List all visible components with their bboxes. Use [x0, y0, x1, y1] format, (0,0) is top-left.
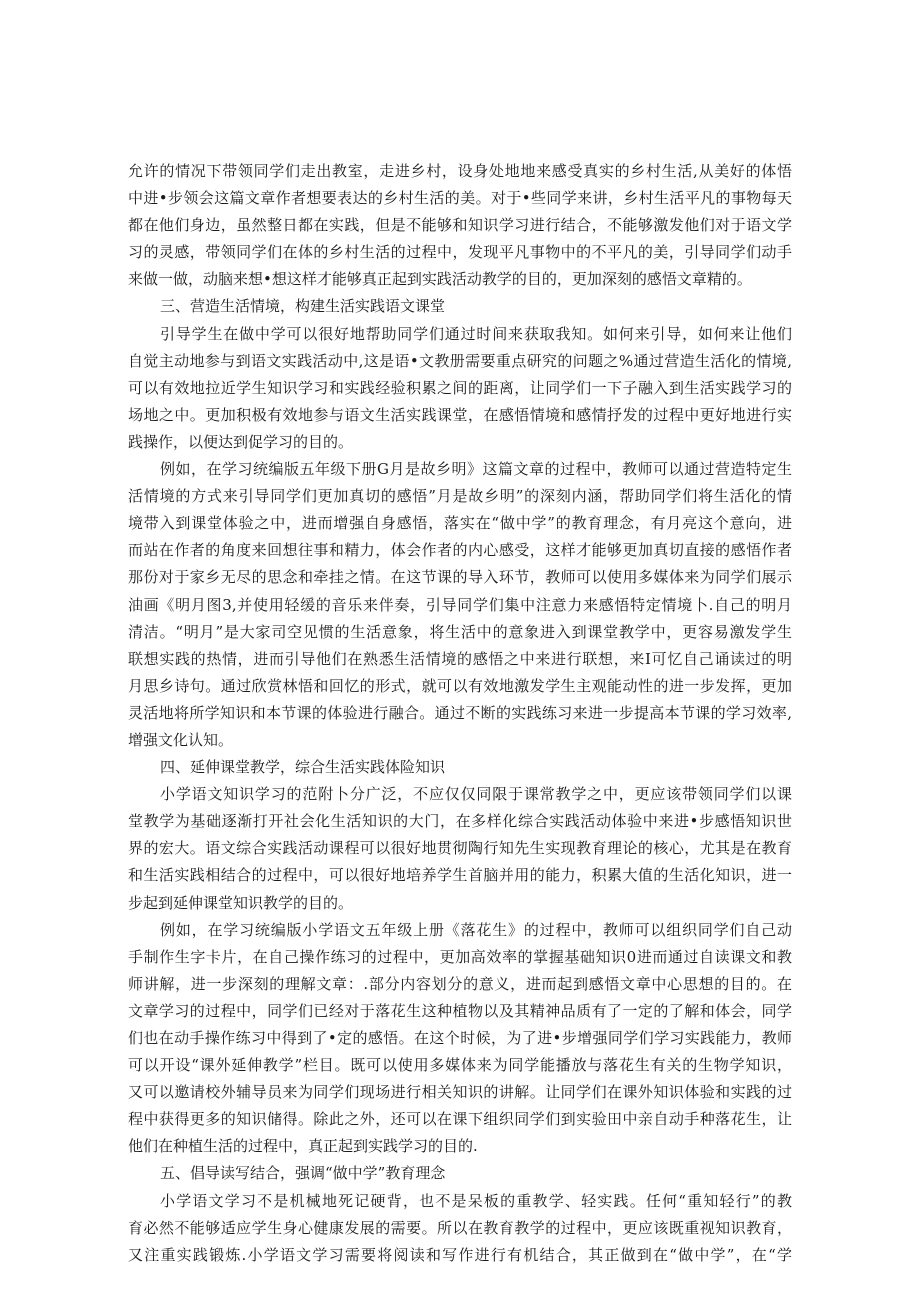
paragraph-line: 可以有效地拉近学生知识学习和实践经验积累之间的距离，让同学们一下子融入到生活实践学习的: [128, 378, 792, 397]
paragraph-line: 步起到延伸课堂知识教学的目的。: [128, 893, 354, 912]
section-heading: 四、延伸课堂教学，综合生活实践体险知识: [160, 758, 446, 777]
paragraph-line: 习的灵感，带领同学们在体的乡村生活的过程中，发现平凡事物中的不平凡的美，引导同学们动手: [128, 243, 792, 262]
paragraph-line: 文章学习的过程中，同学们已经对于落花生这种植物以及其精神品质有了一定的了解和体会，同学: [128, 1001, 792, 1020]
section-heading: 五、倡导读写结合，强调“做中学”教育理念: [160, 1164, 446, 1183]
paragraph-line: 都在他们身边，虽然整日都在实践，但是不能够和知识学习进行结合，不能够激发他们对于语文学: [128, 216, 792, 235]
paragraph-line: 清洁。“明月”是大家司空见惯的生活意象，将生活中的意象进入到课堂教学中，更容易激发学生: [128, 622, 792, 641]
paragraph-line: 堂教学为基础逐渐打开社会化生活知识的大门，在多样化综合实践活动体验中来进•步感悟知识世: [128, 812, 792, 831]
paragraph-line: 和生活实践相结合的过程中，可以很好地培养学生首脑并用的能力，积累大值的生活化知识，进一: [128, 866, 792, 885]
paragraph-line: 场地之中。更加积极有效地参与语文生活实践课堂，在感悟情境和感情抒发的过程中更好地进行实: [128, 405, 792, 424]
document-page: [128, 158, 792, 1269]
paragraph-line: 育必然不能够适应学生身心健康发展的需要。所以在教育教学的过程中，更应该既重视知识教育，: [128, 1218, 792, 1237]
paragraph-line: 来做一做，动脑来想•想这样才能够真正起到实践活动教学的目的，更加深刻的感悟文章精的。: [128, 270, 752, 289]
paragraph-line: 境带入到课堂体验之中，进而增强自身感悟，落实在“做中学”的教育理念，有月亮这个意向，进: [128, 514, 792, 533]
paragraph-line: 引导学生在做中学可以很好地帮助同学们通过时间来获取我知。如何来引导，如何来让他们: [160, 324, 792, 343]
paragraph-line: 又注重实践锻炼.小学语文学习需要将阅读和写作进行有机结合，其正做到在“做中学”，在“学: [128, 1245, 792, 1264]
paragraph-line: 增强文化认知。: [128, 730, 234, 749]
paragraph-line: 而站在作者的角度来回想往事和精力，体会作者的内心感受，这样才能够更加真切直接的感悟作者: [128, 541, 792, 560]
paragraph-line: 小学语文学习不是机械地死记硬背，也不是呆板的重教学、轻实践。任何“重知轻行”的教: [160, 1191, 792, 1210]
paragraph-line: 践操作，以便达到促学习的目的。: [128, 432, 354, 451]
paragraph-line: 他们在种植生活的过程中，真正起到实践学习的目的.: [128, 1137, 478, 1156]
paragraph-line: 师讲解，进一步深刻的理解文章：.部分内容划分的意义，进而起到感悟文章中心思想的目的。在: [128, 974, 792, 993]
paragraph-line: 月思乡诗句。通过欣赏林悟和回忆的形式，就可以有效地激发学生主观能动性的进一步发挥，更加: [128, 676, 792, 695]
paragraph-line: 程中获得更多的知识储得。除此之外，还可以在课下组织同学们到实验田中亲自动手种落花生，让: [128, 1110, 792, 1129]
paragraph-line: 油画《明月图3,并使用轻缓的音乐来伴奏，引导同学们集中注意力来感悟特定情境卜.自己的明月: [128, 595, 792, 614]
section-heading: 三、营造生活情境，构建生活实践语文课堂: [160, 297, 446, 316]
paragraph-line: 界的宏大。语文综合实践活动课程可以很好地贯彻陶行知先生实现教育理论的核心，尤其是在教育: [128, 839, 792, 858]
paragraph-line: 手制作生字卡片，在自己操作练习的过程中，更加高效率的掌握基础知识0进而通过自读课文和教: [128, 947, 792, 966]
paragraph-line: 可以开设“课外延伸教学”栏目。既可以使用多媒体来为同学能播放与落花生有关的生物学知识，: [128, 1056, 792, 1075]
paragraph-line: 活情境的方式来引导同学们更加真切的感悟”月是故乡明”的深刻内涵，帮助同学们将生活化的情: [128, 487, 792, 506]
paragraph-line: 灵活地将所学知识和本节课的体验进行融合。通过不断的实践练习来进一步提高本节课的学习效率,: [128, 703, 792, 722]
paragraph-line: 那份对于家乡无尽的思念和牵挂之情。在这节课的导入环节，教师可以使用多媒体来为同学们展示: [128, 568, 792, 587]
paragraph-line: 自觉主动地参与到语文实践活动中,这是语•文教册需要重点研究的问题之%通过营造生活化的情境,: [128, 351, 792, 370]
paragraph-line: 又可以邀请校外辅导员来为同学们现场进行相关知识的讲解。让同学们在课外知识体验和实践的过: [128, 1083, 792, 1102]
paragraph-line: 中进•步领会这篇文章作者想要表达的乡村生活的美。对于•些同学来讲，乡村生活平凡的事物每天: [128, 189, 792, 208]
paragraph-line: 小学语文知识学习的范附卜分广泛，不应仅仅同限于课常教学之中，更应该带领同学们以课: [160, 785, 792, 804]
paragraph-line: 例如，在学习统编版小学语文五年级上册《落花生》的过程中，教师可以组织同学们自己动: [160, 920, 792, 939]
paragraph-line: 联想实践的热情，进而引导他们在熟悉生活情境的感悟之中来进行联想，来I可忆自己诵读过的明: [128, 649, 792, 668]
paragraph-line: 允许的情况下带领同学们走出教室，走进乡村，设身处地地来感受真实的乡村生活,从美好的体悟: [128, 162, 792, 180]
paragraph-line: 例如，在学习统编版五年级下册G月是故乡明》这篇文章的过程中，教师可以通过营造特定生: [160, 460, 792, 479]
paragraph-line: 们也在动手操作练习中得到了•定的感悟。在这个时候，为了进•步增强同学们学习实践能力，教师: [128, 1029, 792, 1047]
